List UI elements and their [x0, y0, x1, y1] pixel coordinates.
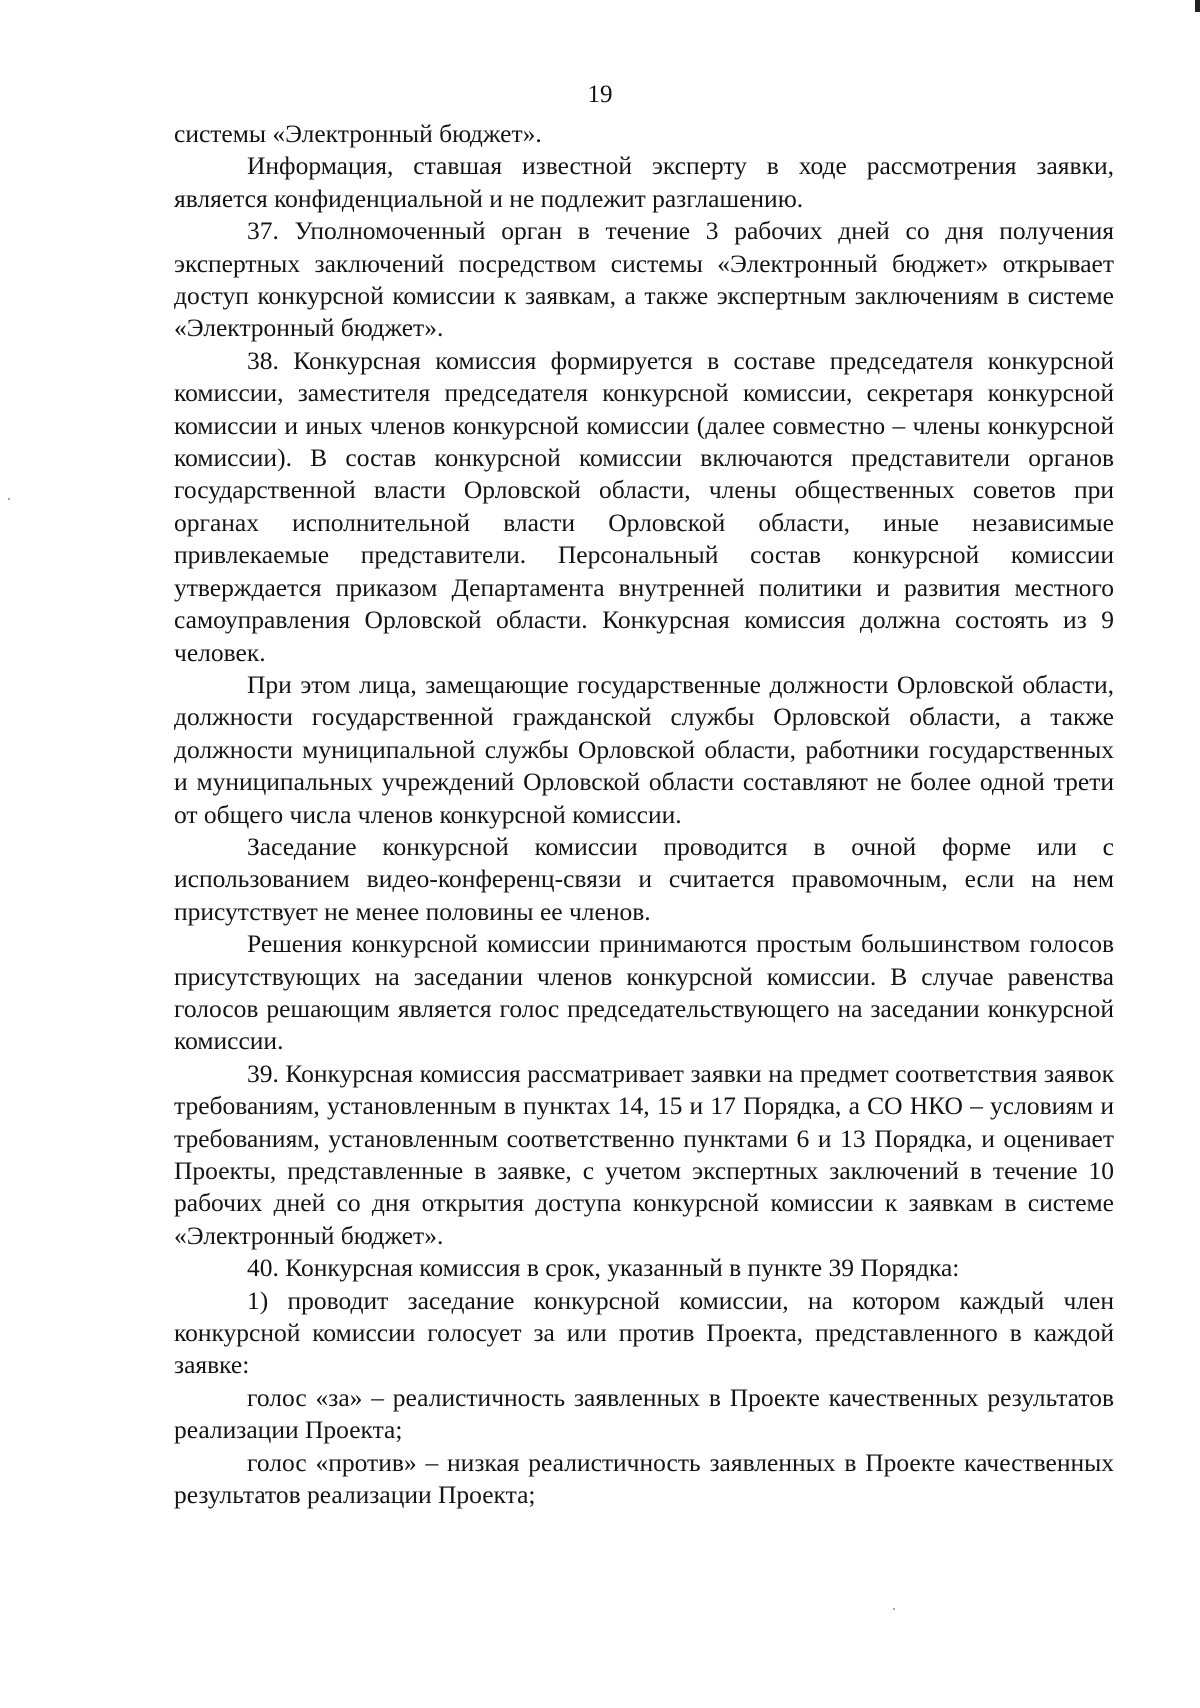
paragraph-meeting-quorum: Заседание конкурсной комиссии проводится в очной форме или с использованием видео-конференц-связи и считается правомочным, если на нем присутствует не менее половины ее членов.: [174, 831, 1114, 926]
paragraph-vote-for: голос «за» – реалистичность заявленных в Проекте качественных результатов реализации Проекта;: [174, 1382, 1114, 1445]
paragraph-clause-40: 40. Конкурсная комиссия в срок, указанный в пункте 39 Порядка:: [247, 1253, 960, 1283]
paragraph-vote-against: голос «против» – низкая реалистичность заявленных в Проекте качественных результатов реализации Проекта;: [174, 1447, 1114, 1510]
paragraph-clause-37: 37. Уполномоченный орган в течение 3 рабочих дней со дня получения экспертных заключений посредством системы «Электронный бюджет» открывает доступ конкурсной комиссии к заявкам, а также экспертным заключениям в системе «Электронный бюджет».: [174, 216, 1114, 343]
scan-speck: [8, 498, 10, 500]
scan-edge-mark: [1195, 0, 1200, 12]
paragraph-clause-39: 39. Конкурсная комиссия рассматривает заявки на предмет соответствия заявок требованиям, установленным в пунктах 14, 15 и 17 Порядка, а СО НКО – условиям и требованиям, установленным соответственно пунктами 6 и 13 Порядка, и оценивает Проекты, представленные в заявке, с учетом экспертных заключений в течение 10 рабочих дней со дня открытия доступа конкурсной комиссии к заявкам в системе «Электронный бюджет».: [174, 1058, 1114, 1250]
paragraph-officials-share: При этом лица, замещающие государственные должности Орловской области, должности государственной гражданской службы Орловской области, а также должности муниципальной службы Орловской области, работники государственных и муниципальных учреждений Орловской области составляют не более одной трети от общего числа членов конкурсной комиссии.: [174, 669, 1114, 829]
scan-speck: [893, 1608, 895, 1610]
page-number: 19: [587, 81, 613, 108]
paragraph-continuation: системы «Электронный бюджет».: [174, 119, 542, 148]
paragraph-clause-38: 38. Конкурсная комиссия формируется в составе председателя конкурсной комиссии, заместителя председателя конкурсной комиссии, секретаря конкурсной комиссии и иных членов конкурсной комиссии (далее совместно – члены конкурсной комиссии). В состав конкурсной комиссии включаются представители органов государственной власти Орловской области, члены общественных советов при органах исполнительной власти Орловской области, иные независимые привлекаемые представители. Персональный состав конкурсной комиссии утверждается приказом Департамента внутренней политики и развития местного самоуправления Орловской области. Конкурсная комиссия должна состоять из 9 человек.: [174, 345, 1114, 667]
paragraph-decisions: Решения конкурсной комиссии принимаются простым большинством голосов присутствующих на заседании членов конкурсной комиссии. В случае равенства голосов решающим является голос председательствующего на заседании конкурсной комиссии.: [174, 929, 1114, 1056]
paragraph-clause-40-item-1: 1) проводит заседание конкурсной комиссии, на котором каждый член конкурсной комиссии голосует за или против Проекта, представленного в каждой заявке:: [174, 1285, 1114, 1380]
paragraph-confidentiality: Информация, ставшая известной эксперту в ходе рассмотрения заявки, является конфиденциальной и не подлежит разглашению.: [174, 151, 1114, 213]
document-body: [174, 118, 1114, 1511]
